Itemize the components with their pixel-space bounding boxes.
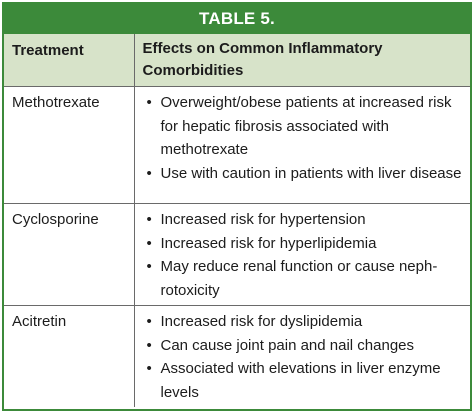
bullet-icon: • — [146, 313, 152, 330]
table-row — [4, 204, 470, 306]
bullet-icon: • — [146, 360, 152, 377]
effect-text: Use with caution in patients with liver disease — [160, 164, 462, 182]
effects-cell — [134, 306, 470, 408]
comorbidity-table — [2, 2, 472, 411]
treatment-cell: Acitretin — [4, 306, 134, 408]
effect-text: May reduce renal function or cause neph-rotoxicity — [160, 258, 438, 299]
bullet-icon: • — [146, 164, 152, 182]
header-treatment: Treatment — [4, 34, 134, 87]
effect-text: Increased risk for hypertension — [160, 211, 366, 228]
effects-list — [141, 208, 465, 302]
list-item — [141, 208, 465, 232]
treatment-cell: Cyclosporine — [4, 204, 134, 306]
list-item — [141, 232, 465, 256]
effect-text: Overweight/obese patients at increased risk for hepatic fibrosis associated with methotrexate — [160, 94, 452, 158]
list-item — [141, 310, 465, 334]
list-item — [141, 255, 465, 302]
list-item — [141, 91, 465, 162]
list-item — [141, 162, 465, 186]
bullet-icon: • — [146, 258, 152, 275]
effects-cell — [134, 87, 470, 204]
bullet-icon: • — [146, 234, 152, 252]
table-row — [4, 87, 470, 204]
table-title: TABLE 5. — [4, 4, 470, 34]
effect-text: Associated with elevations in liver enzyme levels — [160, 360, 441, 401]
effect-text: Can cause joint pain and nail changes — [160, 336, 415, 354]
bullet-icon: • — [146, 211, 152, 228]
data-table — [4, 34, 470, 407]
list-item — [141, 357, 465, 404]
header-effects: Effects on Common Inflammatory Comorbidities — [134, 34, 470, 87]
bullet-icon: • — [146, 336, 152, 354]
effects-cell — [134, 204, 470, 306]
effects-list — [141, 91, 465, 185]
header-row — [4, 34, 470, 87]
treatment-cell: Methotrexate — [4, 87, 134, 204]
table-row — [4, 306, 470, 408]
effect-text: Increased risk for hyperlipidemia — [160, 234, 377, 252]
bullet-icon: • — [146, 94, 152, 111]
list-item — [141, 334, 465, 358]
effects-list — [141, 310, 465, 404]
effect-text: Increased risk for dyslipidemia — [160, 313, 363, 330]
table-header — [4, 34, 470, 87]
